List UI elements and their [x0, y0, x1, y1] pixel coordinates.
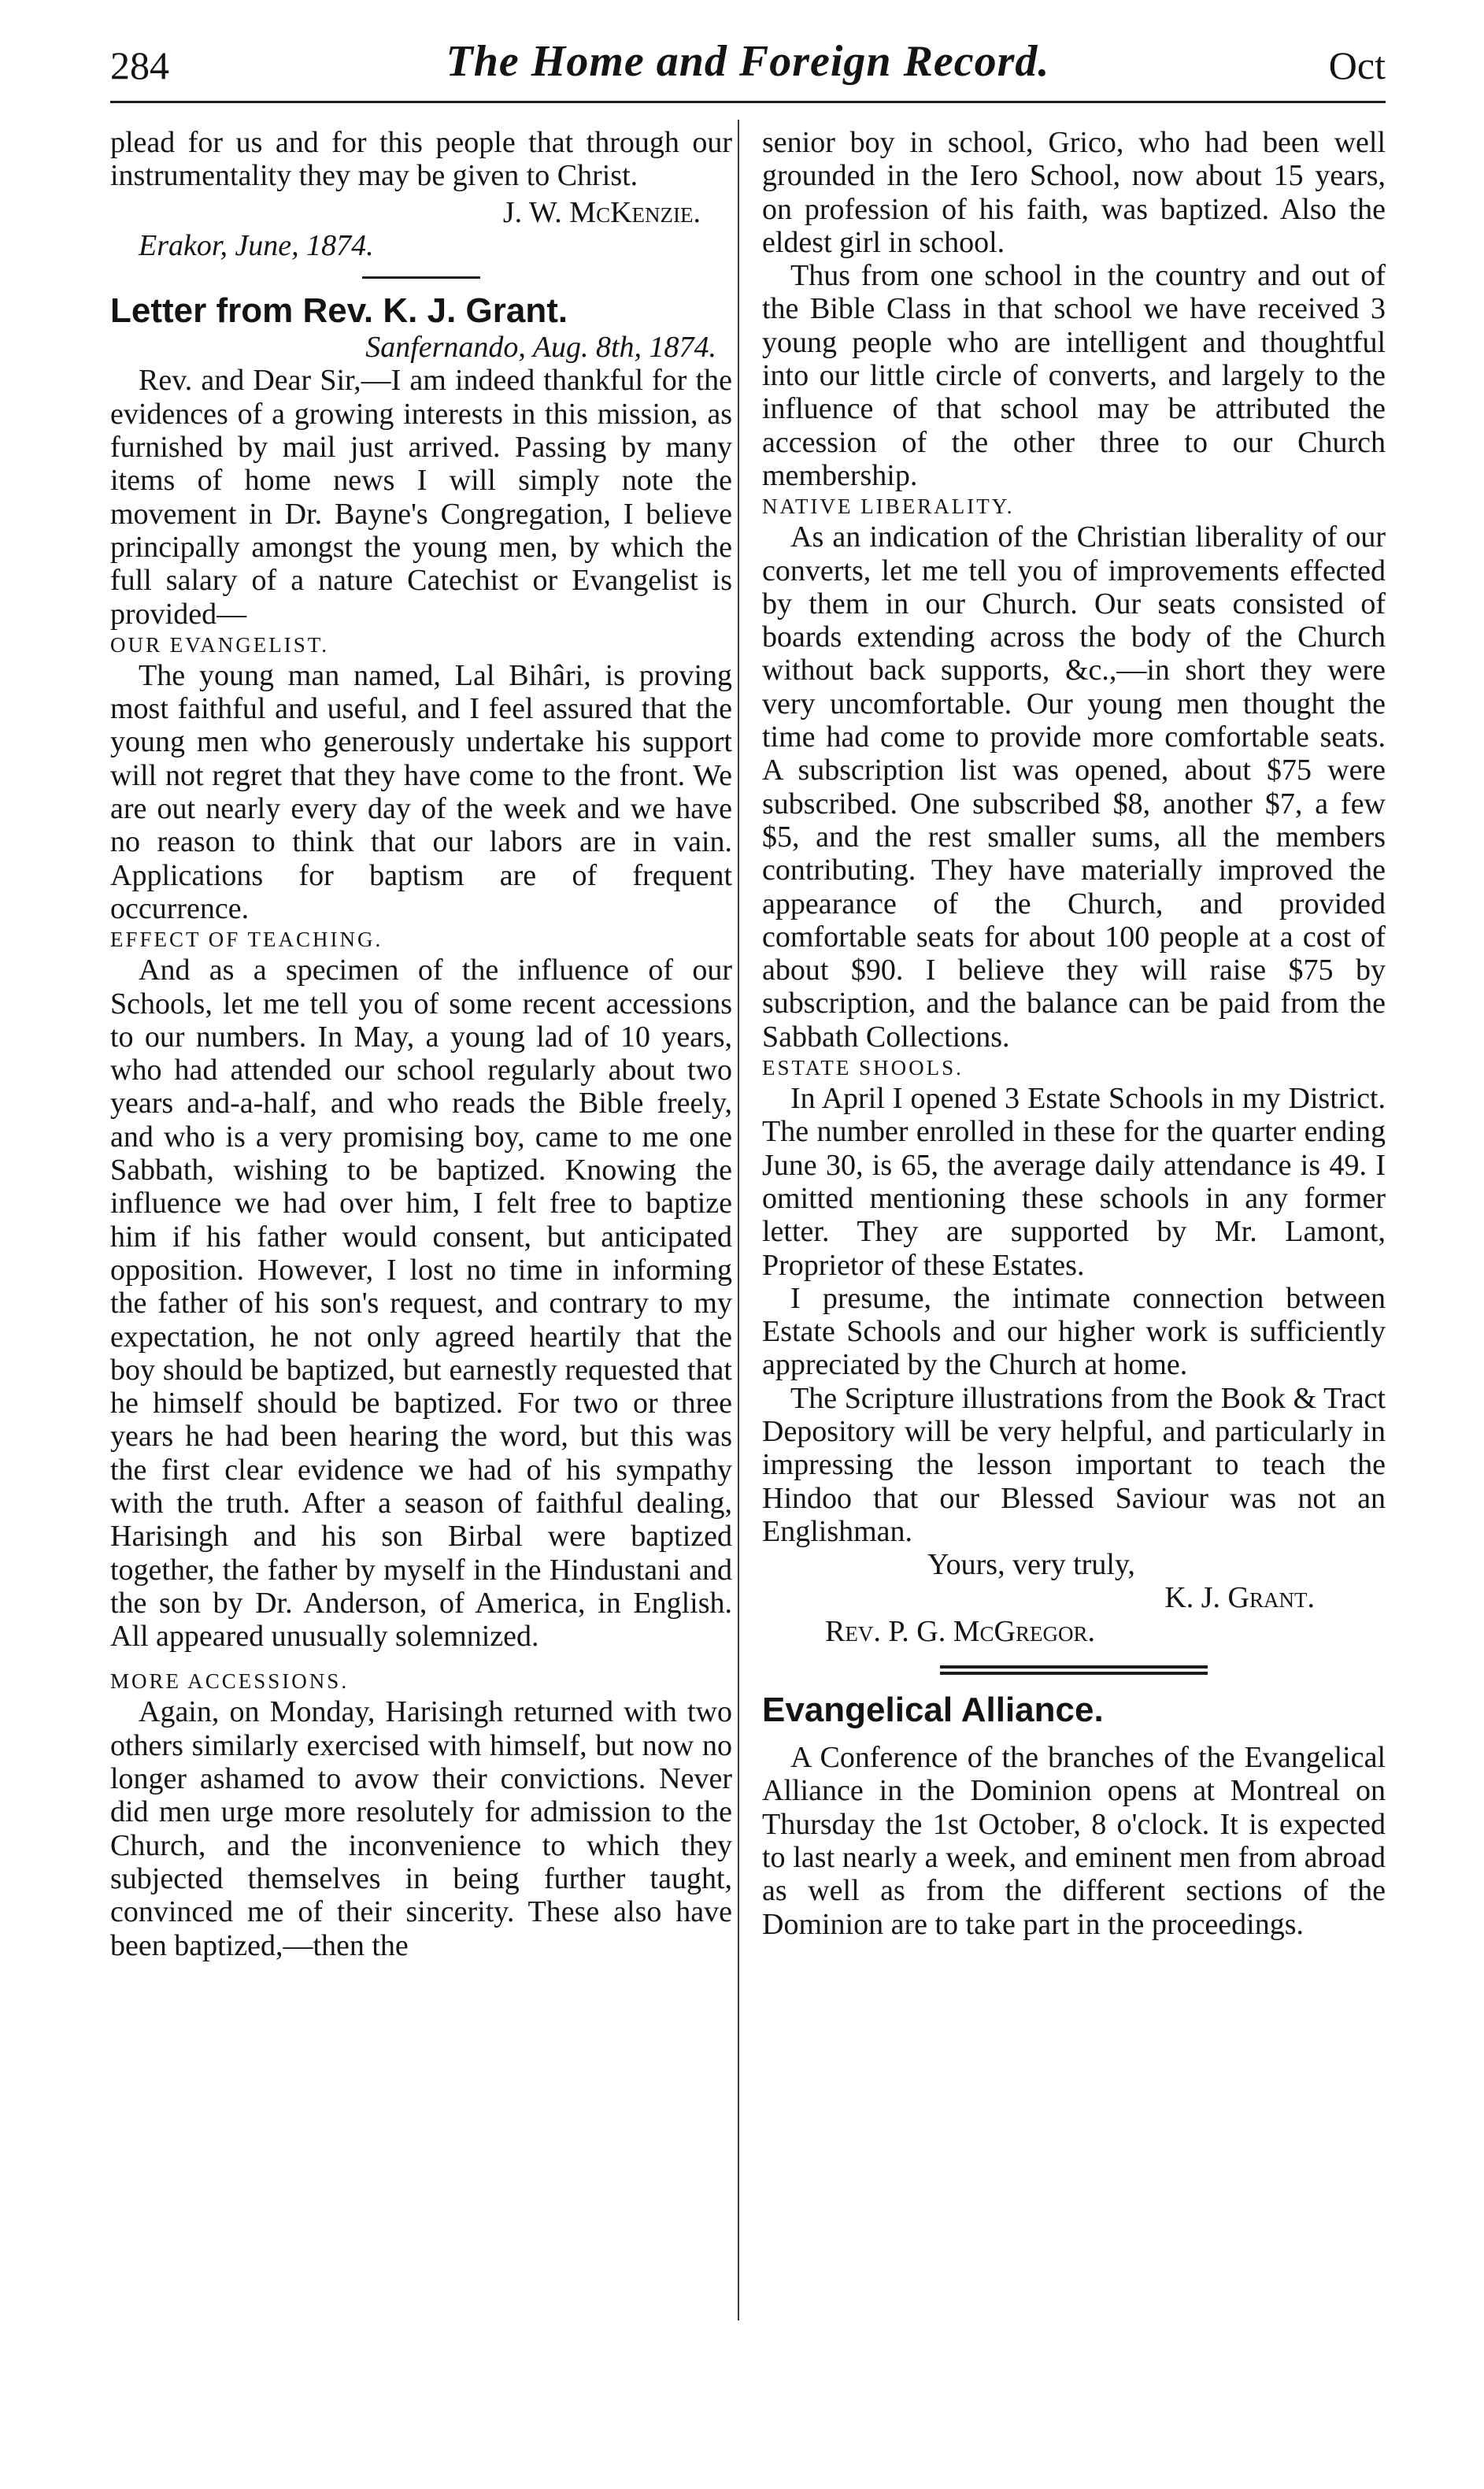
heading-our-evangelist: OUR EVANGELIST.	[110, 632, 329, 657]
double-rule-divider	[940, 1665, 1208, 1675]
page-month: Oct	[1328, 43, 1386, 87]
section-divider	[362, 276, 480, 279]
article-title-grant: Letter from Rev. K. J. Grant.	[110, 291, 568, 331]
right-paragraph-6: The Scripture illustrations from the Book & Tract Depository will be very helpful, and particularly in impressing the lesson important to teach the Hindoo that our Blessed Saviour was not an Englishman.	[762, 1381, 1386, 1548]
left-paragraph-4: And as a specimen of the influence of our Schools, let me tell you of some recent accessions to our numbers. In May, a young lad of 10 years, who had attended our school regularly about two years and-a-half, and who reads the Bible freely, and who is a very promising boy, came to me one Sabbath, wishing to be baptized. Knowing the influence we had over him, I felt free to baptize him if his father would consent, but anticipated opposition. However, I lost no time in informing the father of his son's request, and contrary to my expectation, he not only agreed heartily that the boy should be baptized, but earnestly requested that he himself should be baptized. For two or three years he had been hearing the word, but this was the first clear evidence we had of his sympathy with the truth. After a season of faithful dealing, Harisingh and his son Birbal were baptized together, the father by myself in the Hindustani and the son by Dr. Anderson, of America, in English. All appeared unusually solemnized.	[110, 954, 732, 1654]
signature-mckenzie: J. W. McKenzie.	[502, 195, 701, 229]
left-column	[110, 126, 732, 1962]
page-number: 284	[110, 43, 169, 87]
right-paragraph-3: As an indication of the Christian liberality of our converts, let me tell you of improvements effected by them in our Church. Our seats consisted of boards extending across the body of the Church without back supports, &c.,—in short they were very uncomfortable. Our young men thought the time had come to provide more comfortable seats. A subscription list was opened, about $75 were subscribed. One subscribed $8, another $7, a few $5, and the rest smaller sums, all the members contributing. They have materially improved the appearance of the Church, and provided comfortable seats for about 100 people at a cost of about $90. I believe they will raise $75 by subscription, and the balance can be paid from the Sabbath Collections.	[762, 520, 1386, 1054]
left-paragraph-1: plead for us and for this people that through our instrumentality they may be given to Christ.	[110, 126, 732, 193]
heading-more-accessions: MORE ACCESSIONS.	[110, 1669, 350, 1694]
heading-effect-of-teaching: EFFECT OF TEACHING.	[110, 928, 383, 952]
heading-native-liberality: NATIVE LIBERALITY.	[762, 494, 1015, 519]
dateline-erakor: Erakor, June, 1874.	[139, 228, 374, 262]
dateline-sanfernando: Sanfernando, Aug. 8th, 1874.	[365, 331, 716, 365]
right-paragraph-2: Thus from one school in the country and out of the Bible Class in that school we have received 3 young people who are intelligent and thoughtful into our little circle of converts, and largely to the influence of that school may be attributed the accession of the other three to our Church membership.	[762, 259, 1386, 492]
right-paragraph-5: I presume, the intimate connection between Estate Schools and our higher work is sufficiently appreciated by the Church at home.	[762, 1281, 1386, 1382]
right-column	[762, 126, 1386, 1941]
addressee: Rev. P. G. McGregor.	[825, 1614, 1095, 1648]
right-paragraph-1: senior boy in school, Grico, who had been well grounded in the Iero School, now about 15 years, on profession of his faith, was baptized. Also the eldest girl in school.	[762, 126, 1386, 259]
closing-line: Yours, very truly,	[927, 1548, 1135, 1582]
left-paragraph-3: The young man named, Lal Bihâri, is proving most faithful and useful, and I feel assured that the young men who generously undertake his support will not regret that they have come to the front. We are out nearly every day of the week and we have no reason to think that our labors are in vain. Applications for baptism are of frequent occurrence.	[110, 658, 732, 925]
article-title-evangelical-alliance: Evangelical Alliance.	[762, 1691, 1104, 1730]
heading-estate-schools: ESTATE SHOOLS.	[762, 1056, 964, 1080]
page-header	[110, 36, 1386, 107]
column-divider	[738, 120, 739, 2320]
signature-grant: K. J. Grant.	[1164, 1581, 1315, 1615]
running-title: The Home and Foreign Record.	[446, 37, 1050, 86]
right-paragraph-4: In April I opened 3 Estate Schools in my District. The number enrolled in these for the quarter ending June 30, is 65, the average daily attendance is 49. I omitted mentioning these schools in any former letter. They are supported by Mr. Lamont, Proprietor of these Estates.	[762, 1082, 1386, 1282]
left-paragraph-2: Rev. and Dear Sir,—I am indeed thankful for the evidences of a growing interests in this mission, as furnished by mail just arrived. Passing by many items of home news I will simply note the movement in Dr. Bayne's Congregation, I believe principally amongst the young men, by which the full salary of a nature Catechist or Evangelist is provided—	[110, 364, 732, 631]
left-paragraph-5: Again, on Monday, Harisingh returned with two others similarly exercised with himself, but now no longer ashamed to avow their convictions. Never did men urge more resolutely for admission to the Church, and the inconvenience to which they subjected themselves in being further taught, convinced me of their sincerity. These also have been baptized,—then the	[110, 1695, 732, 1962]
right-paragraph-7: A Conference of the branches of the Evangelical Alliance in the Dominion opens at Montreal on Thursday the 1st October, 8 o'clock. It is expected to last nearly a week, and eminent men from abroad as well as from the different sections of the Dominion are to take part in the proceedings.	[762, 1741, 1386, 1941]
header-rule	[110, 101, 1386, 103]
